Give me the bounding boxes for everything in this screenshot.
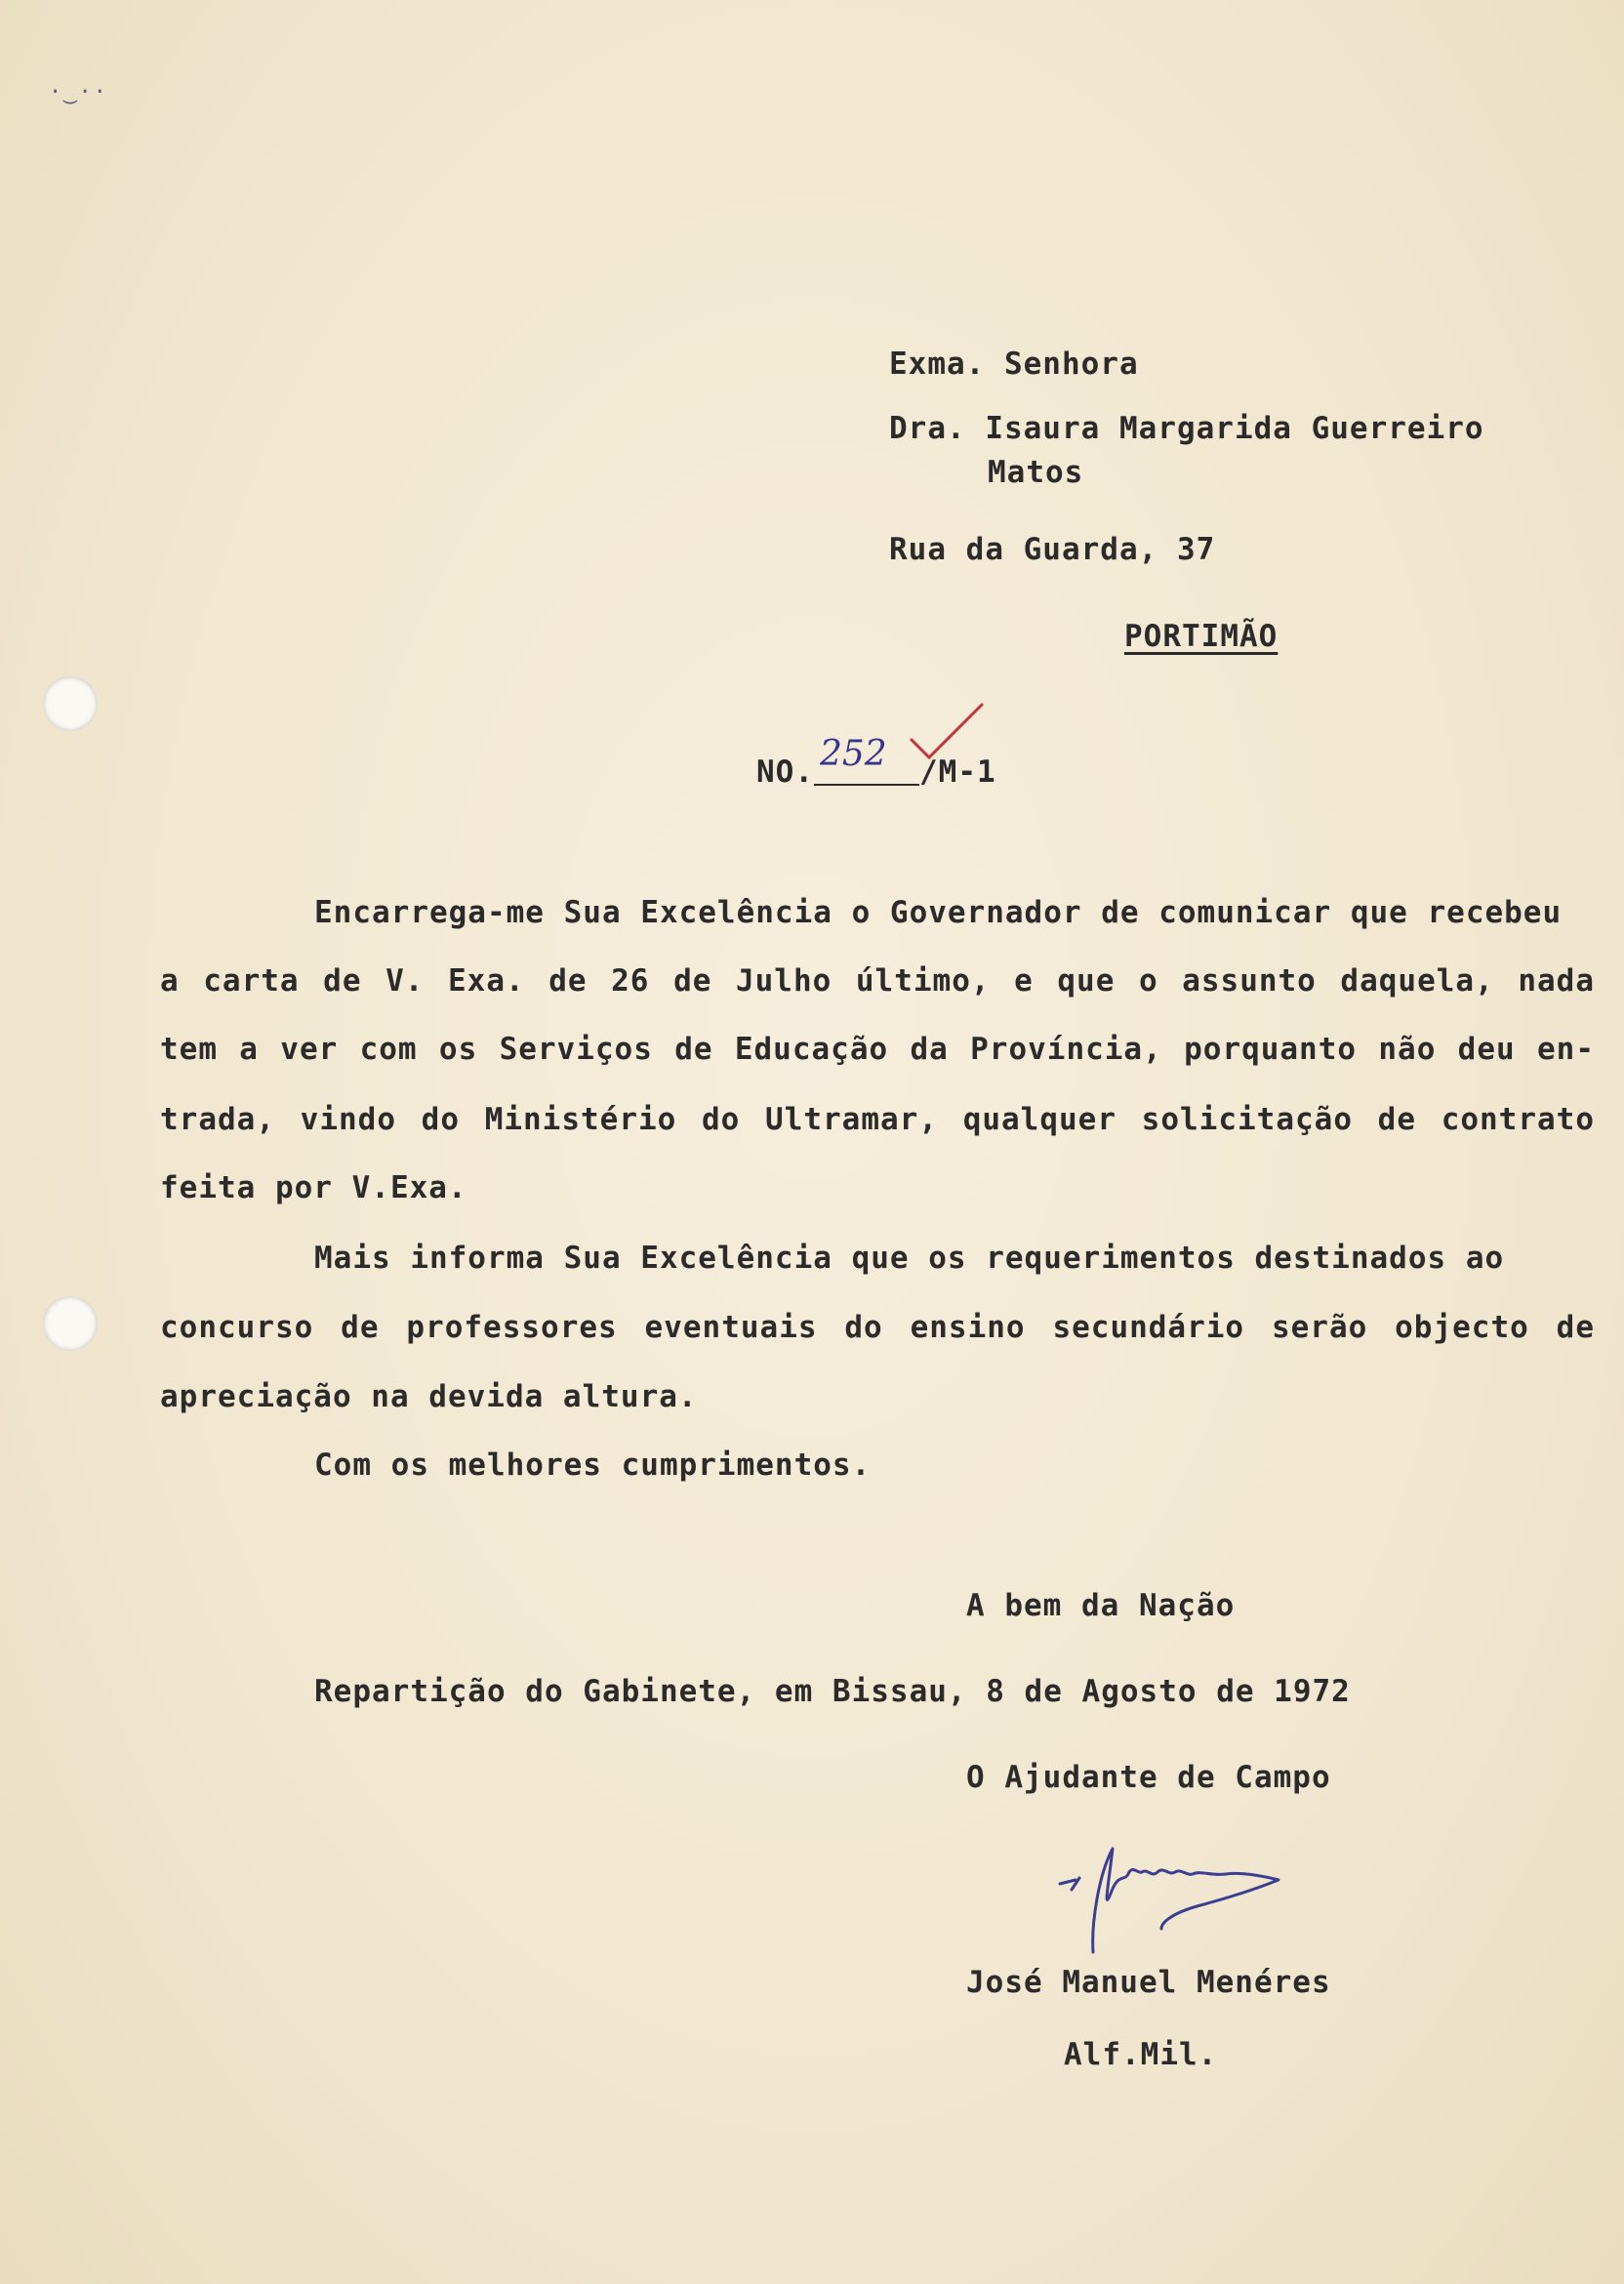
addressee-street: Rua da Guarda, 37	[889, 532, 1216, 567]
reference-number-blank	[814, 784, 919, 786]
paragraph1-line4: trada, vindo do Ministério do Ultramar, qualquer solicitação de contrato	[160, 1102, 1595, 1137]
handwritten-number: 252	[820, 734, 887, 774]
checkmark-icon	[908, 699, 986, 767]
paragraph1-line2: a carta de V. Exa. de 26 de Julho último, e que o assunto daquela, nada	[160, 963, 1595, 999]
paragraph2-line1: Mais informa Sua Excelência que os requerimentos destinados ao	[314, 1241, 1505, 1276]
addressee-name-line2: Matos	[988, 455, 1084, 490]
corner-mark: ·‿··	[49, 80, 108, 104]
greeting: Com os melhores cumprimentos.	[314, 1448, 872, 1483]
paragraph1-line1: Encarrega-me Sua Excelência o Governador de comunicar que recebeu	[314, 895, 1563, 930]
paragraph1-line3: tem a ver com os Serviços de Educação da Província, porquanto não deu en-	[160, 1032, 1595, 1067]
paragraph1-line5: feita por V.Exa.	[160, 1170, 467, 1205]
motto: A bem da Nação	[966, 1588, 1236, 1623]
signer-rank: Alf.Mil.	[1064, 2037, 1218, 2072]
paragraph2-line3: apreciação na devida altura.	[160, 1379, 698, 1414]
reference-suffix: /M-1	[919, 755, 996, 790]
place-date: Repartição do Gabinete, em Bissau, 8 de Agosto de 1972	[314, 1674, 1351, 1709]
punch-hole-bottom	[43, 1296, 98, 1351]
signer-name: José Manuel Menéres	[966, 1965, 1331, 2000]
handwritten-signature	[1054, 1835, 1347, 1962]
punch-hole-top	[43, 676, 98, 731]
salutation: Exma. Senhora	[889, 347, 1139, 382]
addressee-name-line1: Dra. Isaura Margarida Guerreiro	[889, 411, 1484, 446]
signer-role: O Ajudante de Campo	[966, 1760, 1331, 1795]
addressee-city: PORTIMÃO	[1124, 619, 1279, 654]
reference-prefix: NO.	[756, 755, 814, 790]
paragraph2-line2: concurso de professores eventuais do ensino secundário serão objecto de	[160, 1310, 1595, 1345]
